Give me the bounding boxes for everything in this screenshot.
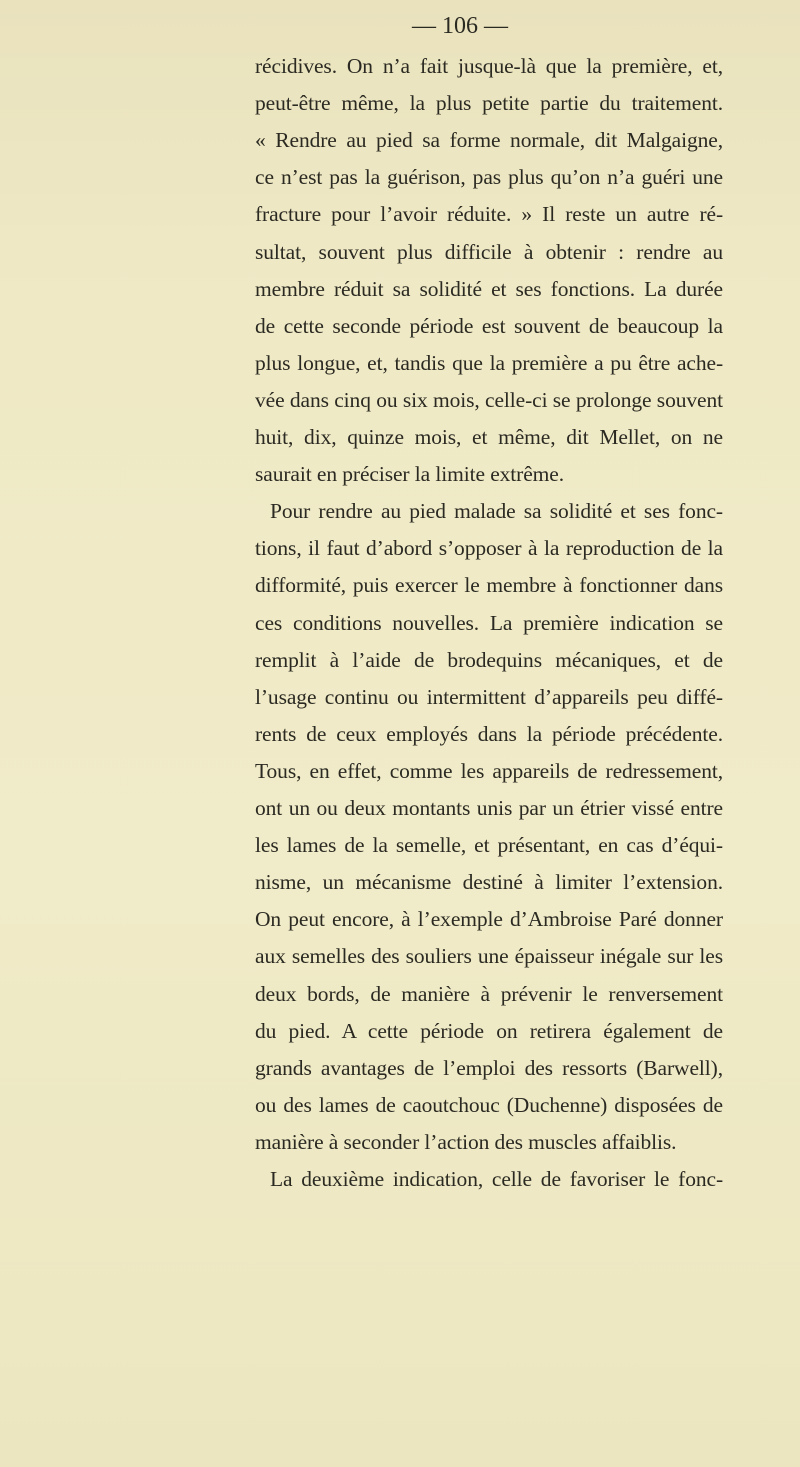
text-line: remplit à l’aide de brodequins mécaniques, et de [255,647,723,672]
text-line: ou des lames de caoutchouc (Duchenne) disposées de [255,1092,723,1117]
text-line: ce n’est pas la guérison, pas plus qu’on n’a guéri une [255,165,723,190]
text-line: sultat, souvent plus difficile à obtenir : rendre au [255,239,723,264]
text-line: peut-être même, la plus petite partie du traitement. [255,91,723,116]
text-line: difformité, puis exercer le membre à fonctionner dans [255,573,723,598]
text-line: La deuxième indication, celle de favoriser le fonc- [270,1167,723,1191]
text-line: membre réduit sa solidité et ses fonctions. La durée [255,276,723,301]
text-line: huit, dix, quinze mois, et même, dit Mellet, on ne [255,425,723,449]
text-line: ont un ou deux montants unis par un étrier vissé entre [255,796,723,820]
text-line: manière à seconder l’action des muscles affaiblis. [255,1129,677,1154]
text-line: récidives. On n’a fait jusque-là que la première, et, [255,54,723,78]
text-line: grands avantages de l’emploi des ressorts (Barwell), [255,1055,723,1080]
text-line: nisme, un mécanisme destiné à limiter l’extension. [255,870,723,895]
text-line: aux semelles des souliers une épaisseur inégale sur les [255,944,723,969]
text-line: vée dans cinq ou six mois, celle-ci se prolonge souvent [255,387,723,412]
text-line: ces conditions nouvelles. La première indication se [255,610,723,635]
text-line: « Rendre au pied sa forme normale, dit Malgaigne, [255,128,723,153]
text-line: Tous, en effet, comme les appareils de redressement, [255,758,723,783]
text-line: fracture pour l’avoir réduite. » Il reste un autre ré- [255,202,723,227]
text-line: tions, il faut d’abord s’opposer à la reproduction de la [255,536,723,561]
text-line: plus longue, et, tandis que la première a pu être ache- [255,350,723,375]
page-number: — 106 — [412,13,508,39]
text-line: du pied. A cette période on retirera également de [255,1018,723,1043]
text-line: saurait en préciser la limite extrême. [255,462,565,487]
text-line: les lames de la semelle, et présentant, en cas d’équi- [255,833,723,858]
text-line: deux bords, de manière à prévenir le renversement [255,981,723,1006]
text-line: l’usage continu ou intermittent d’appareils peu diffé- [255,684,723,709]
text-line: de cette seconde période est souvent de beaucoup la [255,313,723,338]
text-line: On peut encore, à l’exemple d’Ambroise Paré donner [255,907,723,932]
text-line: rents de ceux employés dans la période précédente. [255,721,723,746]
text-line: Pour rendre au pied malade sa solidité et ses fonc- [270,499,723,524]
